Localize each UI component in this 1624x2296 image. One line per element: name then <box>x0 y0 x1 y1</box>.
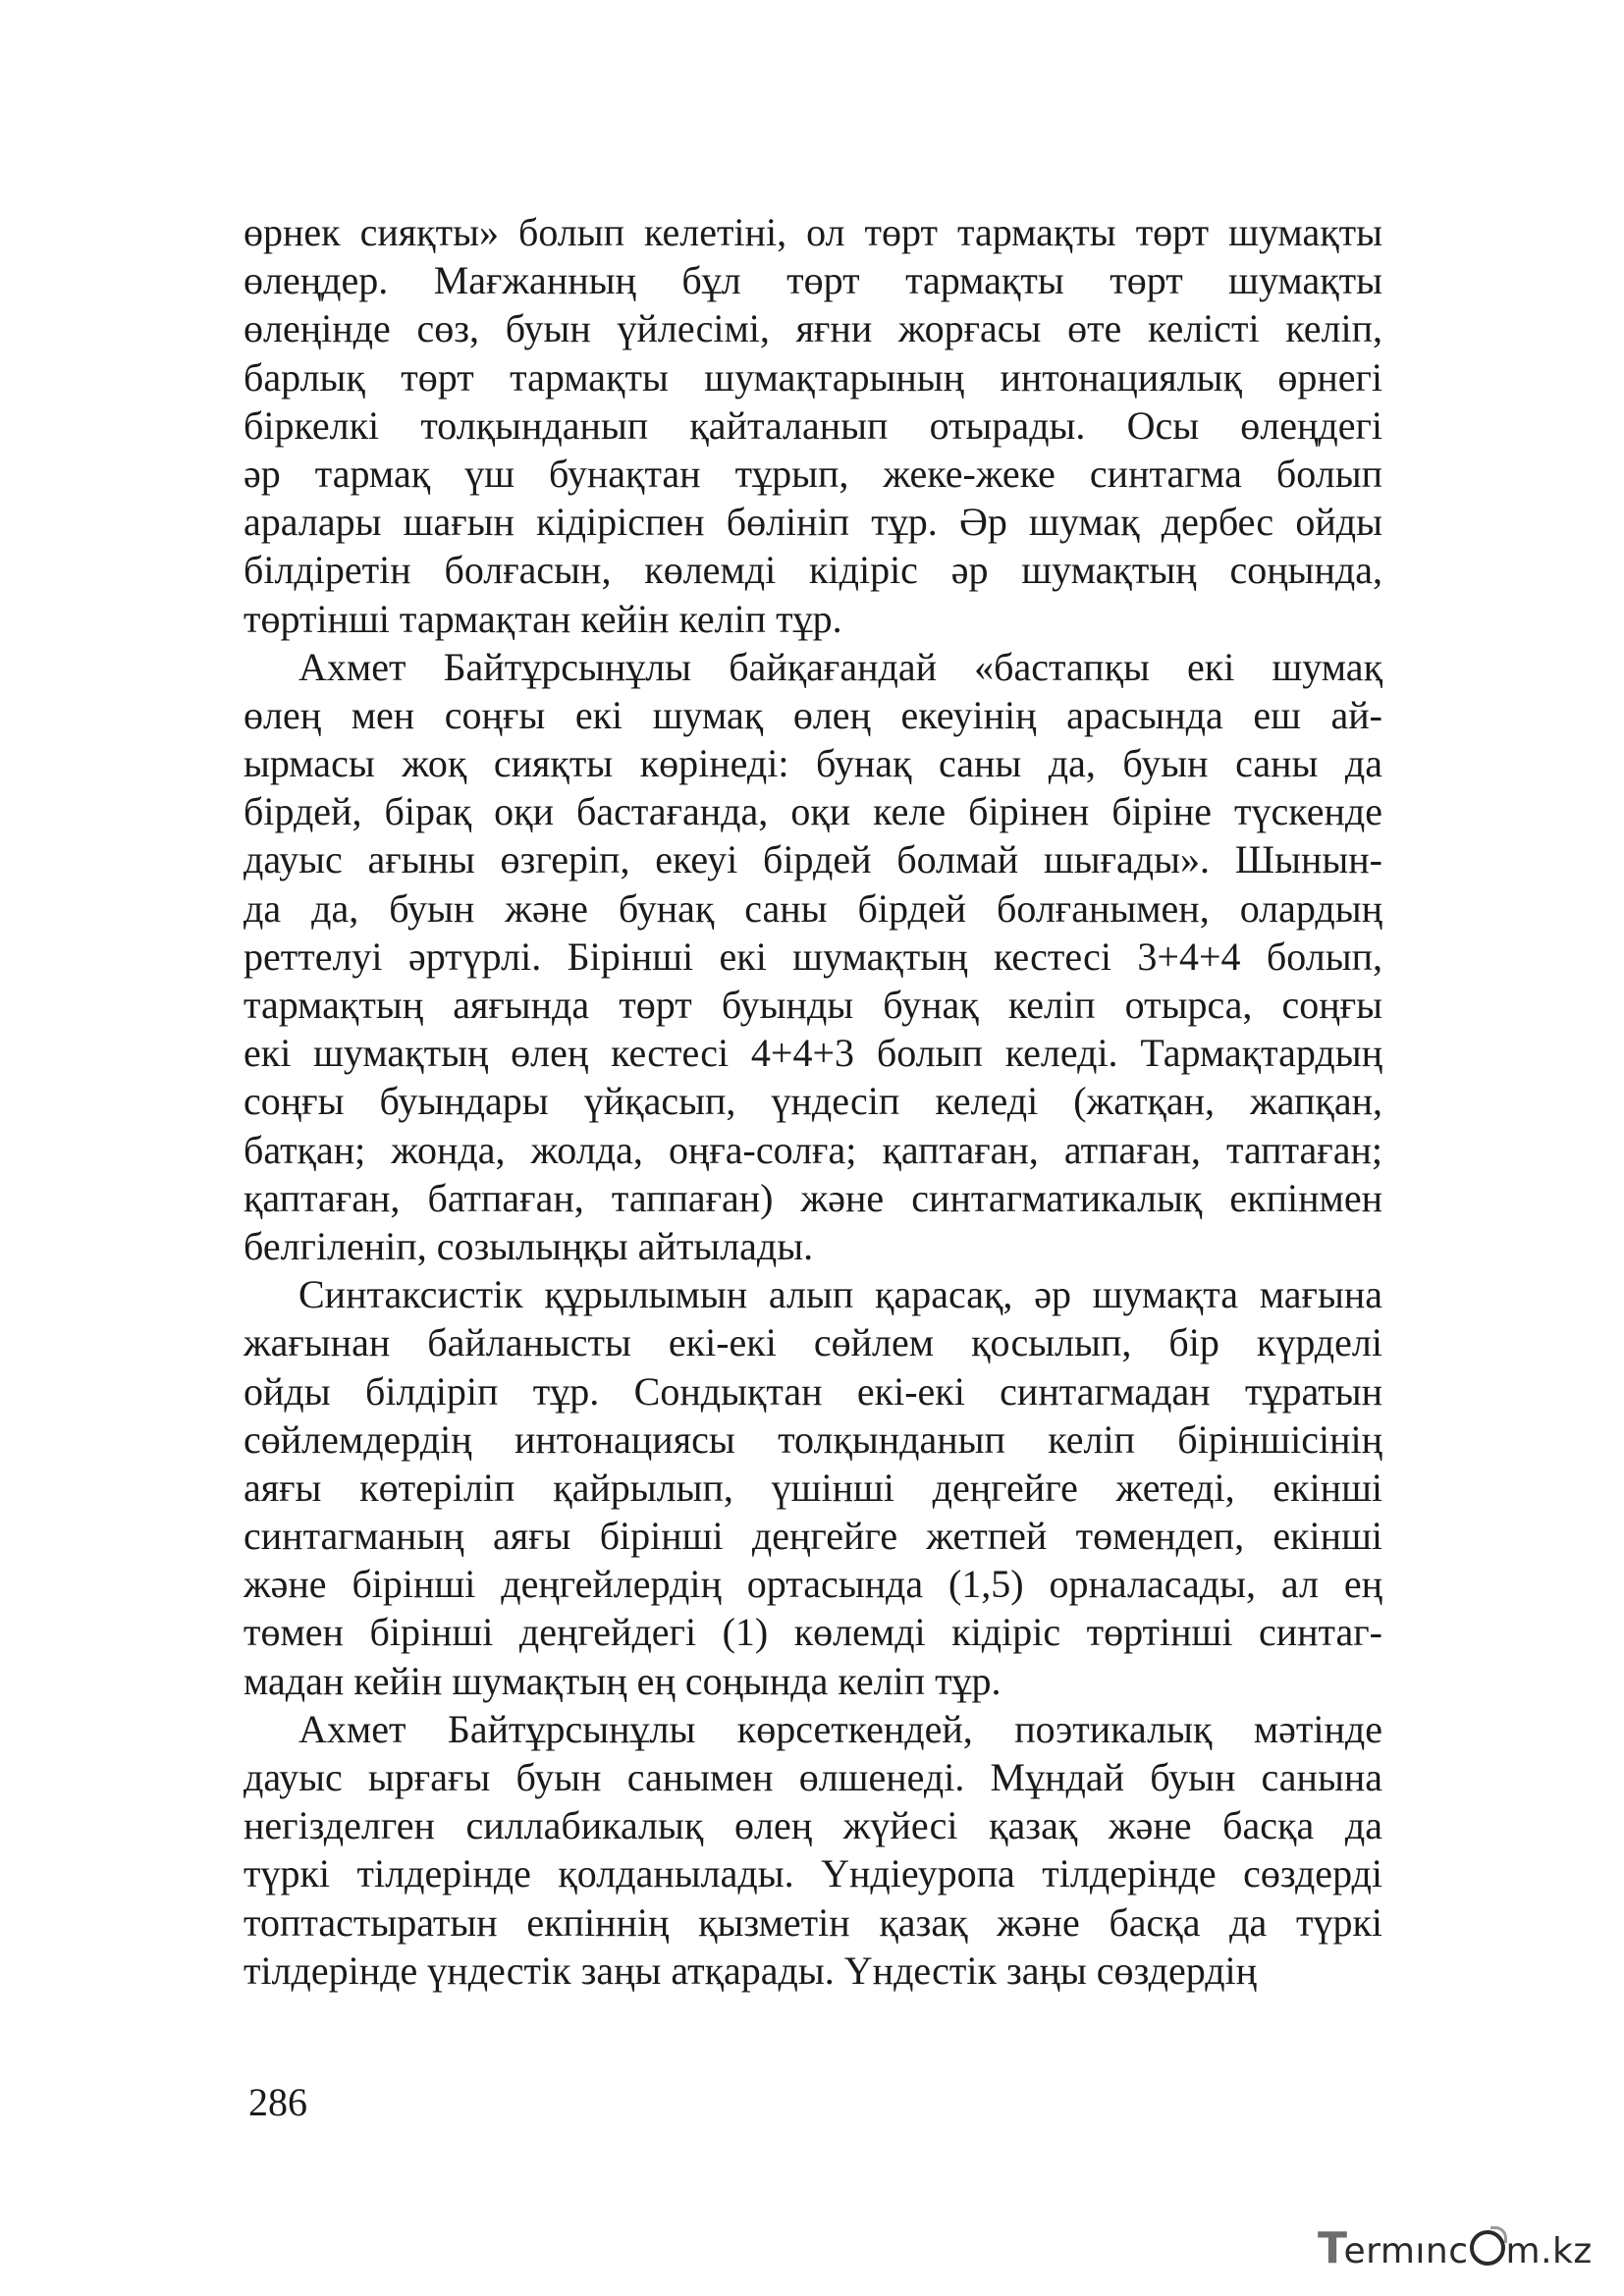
text-line: Ахмет Байтұрсынұлы байқағандай «бастапқы екі шумақ <box>298 644 1382 689</box>
text-line: тармақтың аяғында төрт буынды бунақ келіп отырса, соңғы <box>244 983 1382 1027</box>
text-line: синтагманың аяғы бірінші деңгейге жетпей төмендеп, екінші <box>244 1514 1382 1559</box>
text-line: және бірінші деңгейлердің ортасында (1,5) орналасады, ал ең <box>244 1562 1382 1607</box>
text-line: өлеңінде сөз, буын үйлесімі, яғни жорғасы өте келісті келіп, <box>244 306 1382 351</box>
text-line: өлеңдер. Мағжанның бұл төрт тармақты төрт шумақты <box>244 258 1382 303</box>
text-line: біркелкі толқынданып қайталанып отырады. Осы өлеңдегі <box>244 402 1382 448</box>
text-line: екі шумақтың өлең кестесі 4+4+3 болып келеді. Тармақтардың <box>244 1031 1382 1076</box>
text-line: жағынан байланысты екі-екі сөйлем қосылып, бір күрделі <box>244 1320 1382 1365</box>
text-line: Синтаксистік құрылымын алып қарасақ, әр шумақта мағына <box>298 1272 1382 1317</box>
text-line: соңғы буындары үйқасып, үндесіп келеді (жатқан, жапқан, <box>244 1079 1382 1124</box>
text-line: да да, буын және бунақ саны бірдей болғанымен, олардың <box>244 885 1382 931</box>
text-line: қаптаған, батпаған, таппаған) және синтагматикалық екпінмен <box>244 1175 1382 1220</box>
watermark-text-start: ermınc <box>1343 2231 1469 2271</box>
text-line: ойды білдіріп тұр. Сондықтан екі-екі синтагмадан тұратын <box>244 1368 1382 1414</box>
body-text <box>244 208 1382 1995</box>
text-line: реттелуі әртүрлі. Бірінші екі шумақтың кестесі 3+4+4 болып, <box>244 934 1382 979</box>
text-line: төртінші тармақтан кейін келіп тұр. <box>244 596 842 641</box>
text-line: бірдей, бірақ оқи бастағанда, оқи келе бірінен біріне түскенде <box>244 789 1382 834</box>
watermark-o-swirl-icon <box>1470 2230 1505 2266</box>
text-line: түркі тілдерінде қолданылады. Үндіеуропа тілдерінде сөздерді <box>244 1851 1382 1896</box>
watermark-text-end: m.kz <box>1505 2231 1593 2271</box>
text-line: негізделген силлабикалық өлең жүйесі қазақ және басқа да <box>244 1803 1382 1848</box>
text-line: барлық төрт тармақты шумақтарының интонациялық өрнегі <box>244 354 1382 400</box>
text-line: мадан кейін шумақтың ең соңында келіп тұр. <box>244 1658 1001 1703</box>
text-line: топтастыратын екпіннің қызметін қазақ және басқа да түркі <box>244 1899 1382 1945</box>
watermark-t-letter: T <box>1318 2223 1348 2273</box>
text-line: дауыс ағыны өзгеріп, екеуі бірдей болмай шығады». Шынын- <box>244 837 1382 882</box>
paragraph <box>244 643 1382 1270</box>
paragraph <box>244 1270 1382 1705</box>
text-line: өлең мен соңғы екі шумақ өлең екеуінің арасында еш ай- <box>244 692 1382 737</box>
text-line: төмен бірінші деңгейдегі (1) көлемді кідіріс төртінші синтаг- <box>244 1610 1382 1655</box>
text-line: әр тармақ үш бунақтан тұрып, жеке-жеке синтагма болып <box>244 451 1382 496</box>
text-line: аяғы көтеріліп қайрылып, үшінші деңгейге жетеді, екінші <box>244 1465 1382 1510</box>
text-line: өрнек сияқты» болып келетіні, ол төрт тармақты төрт шумақты <box>244 210 1382 254</box>
text-line: батқан; жонда, жолда, оңға-солға; қаптаған, атпаған, таптаған; <box>244 1127 1382 1172</box>
paragraph <box>244 208 1382 643</box>
text-line: белгіленіп, созылыңқы айтылады. <box>244 1223 814 1268</box>
text-line: Ахмет Байтұрсынұлы көрсеткендей, поэтикалық мәтінде <box>298 1706 1382 1751</box>
text-line: аралары шағын кідіріспен бөлініп тұр. Әр шумақ дербес ойды <box>244 500 1382 545</box>
text-line: сөйлемдердің интонациясы толқынданып келіп біріншісінің <box>244 1416 1382 1462</box>
text-line: дауыс ырғағы буын санымен өлшенеді. Мұндай буын санына <box>244 1755 1382 1799</box>
text-line: тілдерінде үндестік заңы атқарады. Үндестік заңы сөздердің <box>244 1948 1258 1993</box>
site-watermark-logo <box>1318 2222 1602 2275</box>
page-number: 286 <box>248 2080 307 2124</box>
text-line: білдіретін болғасын, көлемді кідіріс әр шумақтың соңында, <box>244 548 1382 593</box>
paragraph <box>244 1705 1382 1995</box>
text-line: ырмасы жоқ сияқты көрінеді: бунақ саны да, буын саны да <box>244 741 1382 786</box>
